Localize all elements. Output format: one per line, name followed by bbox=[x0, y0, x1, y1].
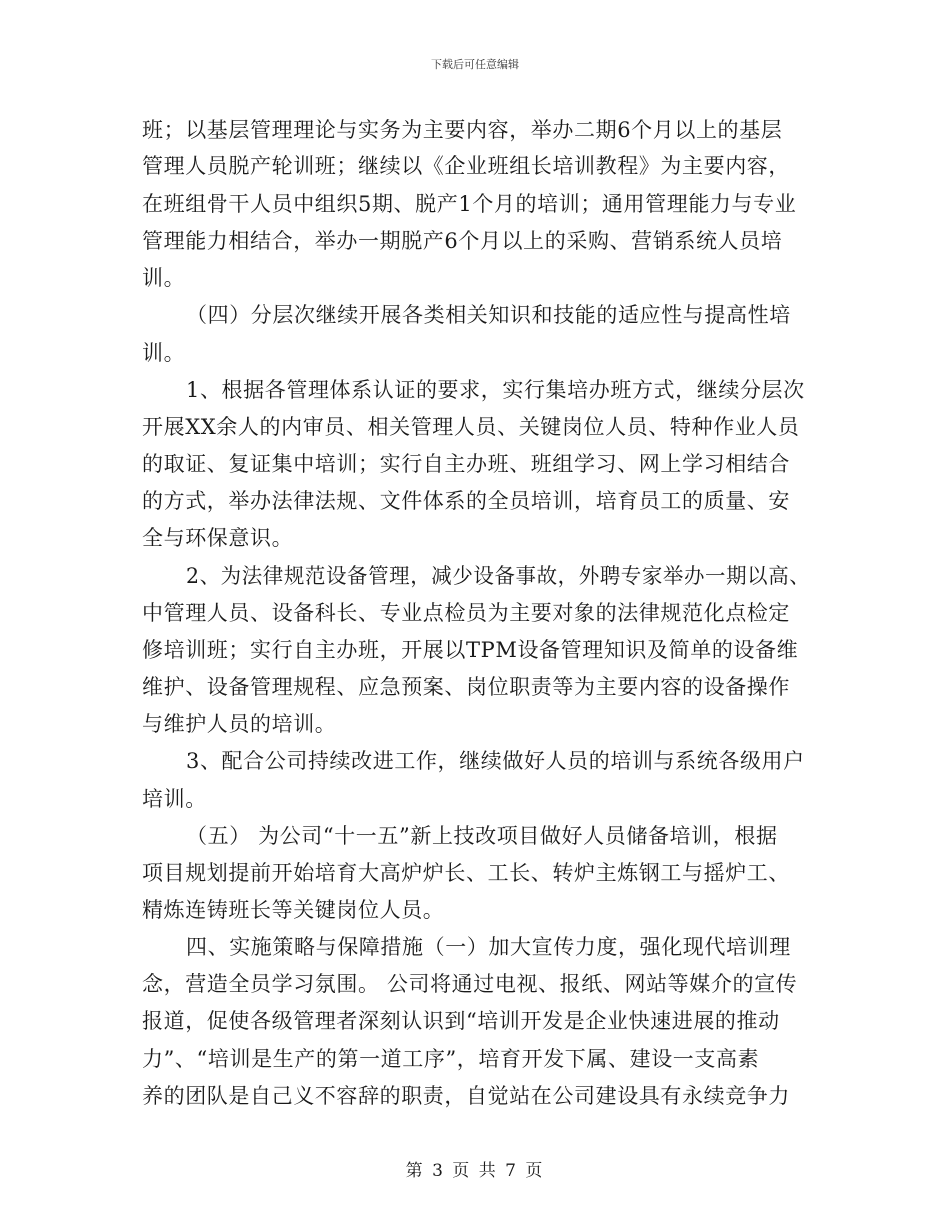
text-line: 修培训班；实行自主办班，开展以TPM设备管理知识及简单的设备维 bbox=[142, 638, 799, 662]
text-line: 中管理人员、设备科长、专业点检员为主要对象的法律规范化点检定 bbox=[142, 601, 790, 625]
text-line: 训。 bbox=[142, 266, 186, 290]
text-line: 的方式，举办法律法规、文件体系的全员培训，培育员工的质量、安 bbox=[142, 489, 790, 513]
page-number-footer: 第 3 页 共 7 页 bbox=[405, 1161, 545, 1181]
text-line: 管理能力相结合，举办一期脱产6个月以上的采购、营销系统人员培 bbox=[142, 229, 783, 253]
text-line: 班；以基层管理理论与实务为主要内容，举办二期6个月以上的基层 bbox=[142, 118, 783, 142]
text-line: 养的团队是自己义不容辞的职责，自觉站在公司建设具有永续竞争力 bbox=[142, 1084, 790, 1108]
text-line: 的取证、复证集中培训；实行自主办班、班组学习、网上学习相结合 bbox=[142, 452, 790, 476]
text-line: （四）分层次继续开展各类相关知识和技能的适应性与提高性培 bbox=[186, 303, 791, 327]
text-line: 2、为法律规范设备管理，减少设备事故，外聘专家举办一期以高、 bbox=[186, 564, 811, 588]
text-line: 与维护人员的培训。 bbox=[142, 712, 337, 736]
text-line: 念，营造全员学习氛围。 公司将通过电视、报纸、网站等媒介的宣传 bbox=[142, 972, 798, 996]
page-header: 下载后可任意编辑 bbox=[431, 58, 519, 71]
text-line: 报道，促使各级管理者深刻认识到“培训开发是企业快速进展的推动 bbox=[142, 1009, 780, 1033]
text-line: 开展XX余人的内审员、相关管理人员、关键岗位人员、特种作业人员 bbox=[142, 415, 800, 439]
text-line: 全与环保意识。 bbox=[142, 526, 294, 550]
text-line: 管理人员脱产轮训班；继续以《企业班组长培训教程》为主要内容， bbox=[142, 154, 790, 178]
text-line: 1、根据各管理体系认证的要求，实行集培办班方式，继续分层次 bbox=[186, 378, 805, 402]
text-line: 项目规划提前开始培育大高炉炉长、工长、转炉主炼钢工与摇炉工、 bbox=[142, 861, 790, 885]
text-line: 四、实施策略与保障措施（一）加大宣传力度，强化现代培训理 bbox=[186, 935, 791, 959]
text-line: 培训。 bbox=[142, 787, 207, 811]
text-line: 精炼连铸班长等关键岗位人员。 bbox=[142, 898, 445, 922]
text-line: 在班组骨干人员中组织5期、脱产1个月的培训；通用管理能力与专业 bbox=[142, 192, 797, 216]
text-line: 维护、设备管理规程、应急预案、岗位职责等为主要内容的设备操作 bbox=[142, 675, 790, 699]
text-line: （五） 为公司“十一五”新上技改项目做好人员储备培训，根据 bbox=[186, 824, 778, 848]
text-line: 3、配合公司持续改进工作，继续做好人员的培训与系统各级用户 bbox=[186, 749, 805, 773]
text-line: 训。 bbox=[142, 341, 186, 365]
text-line: 力”、“培训是生产的第一道工序”，培育开发下属、建设一支高素 bbox=[142, 1047, 760, 1071]
